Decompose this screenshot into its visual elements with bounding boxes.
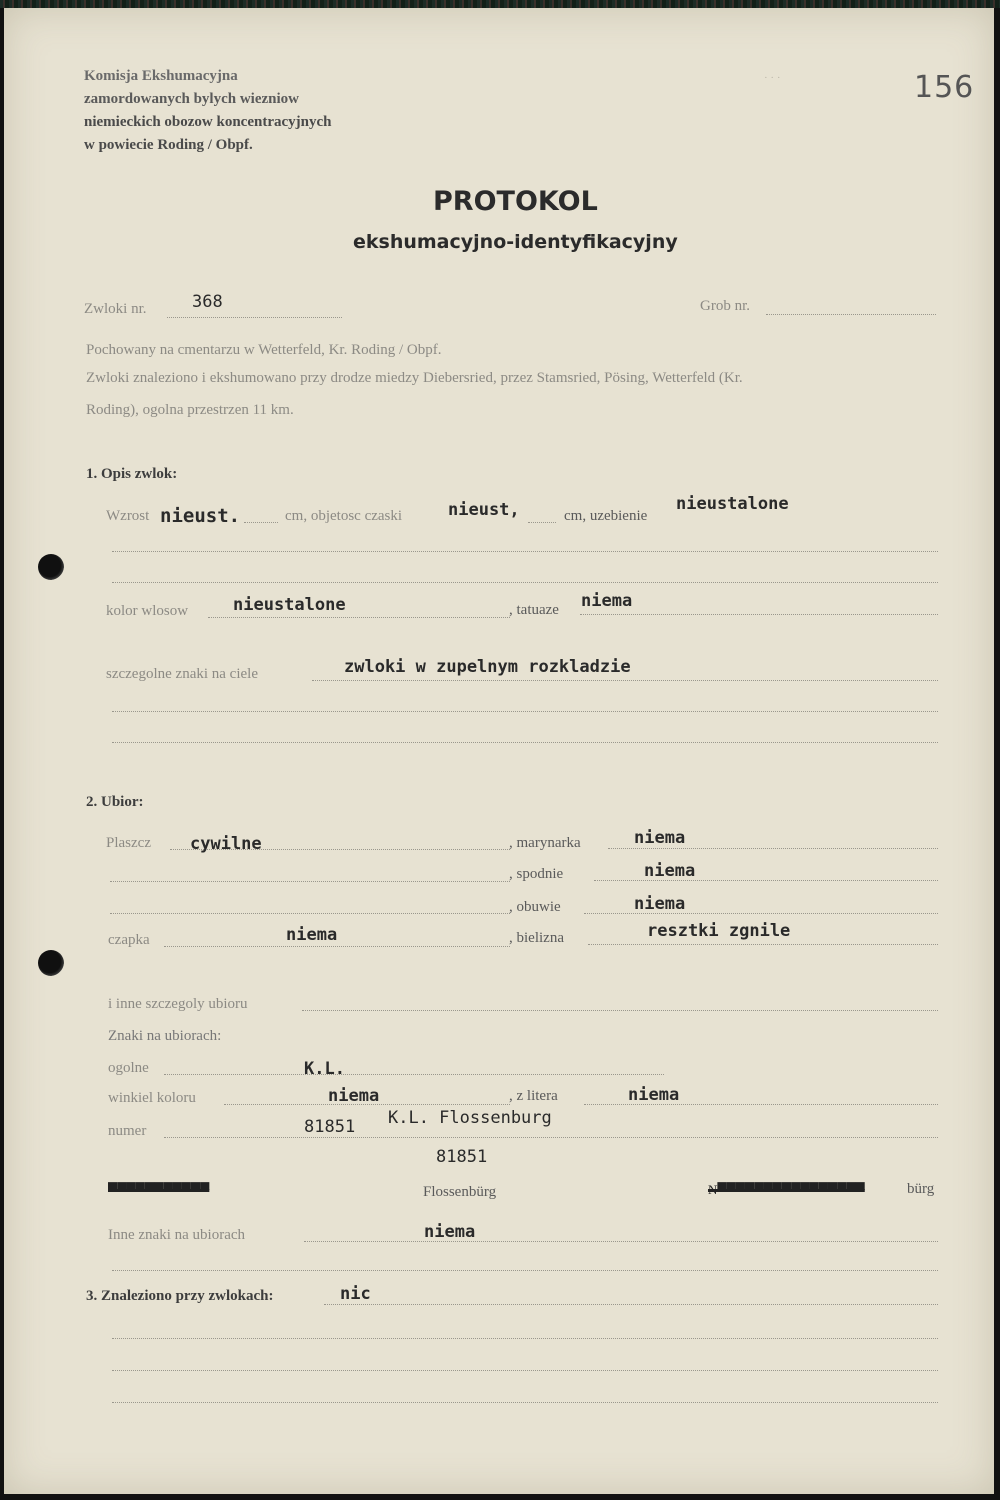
- struck-out-left: ▀▀▀▀▀▀▀▀▀▀▀: [108, 1182, 210, 1197]
- other-marks-line: [304, 1241, 938, 1242]
- grave-number-label: Grob nr.: [700, 298, 750, 314]
- hair-value: nieustalone: [233, 595, 346, 615]
- marks-label: szczegolne znaki na ciele: [106, 666, 258, 682]
- height-label: Wzrost: [106, 508, 150, 524]
- general-value: K.L.: [304, 1059, 345, 1079]
- blank-line: [112, 1370, 938, 1371]
- blank-line: [112, 551, 938, 552]
- camp-value: K.L. Flossenburg: [388, 1108, 552, 1128]
- letter-line: [584, 1104, 938, 1105]
- commission-line-3: niemieckich obozow koncentracyjnych: [84, 114, 332, 130]
- hair-label: kolor wlosow: [106, 603, 189, 619]
- underwear-value: resztki zgnile: [647, 921, 791, 941]
- struck-out-right: N▀▀▀▀▀▀▀▀▀▀▀▀▀▀▀▀: [708, 1182, 865, 1197]
- cap-label: czapka: [108, 932, 150, 948]
- grave-number-line: [766, 314, 936, 315]
- trousers-value: niema: [644, 861, 696, 881]
- number-line: [164, 1137, 938, 1138]
- shoes-line: [584, 913, 938, 914]
- body-number-line: [167, 317, 342, 318]
- number-value-2: 81851: [436, 1147, 488, 1167]
- teeth-value: nieustalone: [676, 494, 789, 514]
- section-1-heading: 1. Opis zwlok:: [86, 466, 178, 482]
- found-text-line-1: Zwloki znaleziono i ekshumowano przy drodze miedzy Diebersried, przez Stamsried, Pösing, Wetterfeld (Kr.: [86, 370, 743, 386]
- jacket-value: niema: [634, 828, 686, 848]
- number-label: numer: [108, 1123, 147, 1139]
- ghost-text: · · ·: [764, 72, 781, 84]
- coat-value: cywilne: [190, 834, 262, 854]
- blank-line: [110, 913, 510, 914]
- cap-line: [164, 946, 510, 947]
- general-label: ogolne: [108, 1060, 149, 1076]
- height-line: [244, 522, 278, 523]
- found-text-line-2: Roding), ogolna przestrzen 11 km.: [86, 402, 294, 418]
- tattoo-line: [580, 614, 938, 615]
- tattoo-value: niema: [581, 591, 633, 611]
- general-line: [164, 1074, 664, 1075]
- jacket-label: , marynarka: [509, 835, 581, 851]
- letter-value: niema: [628, 1085, 680, 1105]
- marks-value: zwloki w zupelnym rozkladzie: [344, 657, 631, 677]
- blank-line: [112, 582, 938, 583]
- punch-hole: [38, 554, 64, 580]
- skull-line: [528, 522, 556, 523]
- trousers-label: , spodnie: [509, 866, 564, 882]
- section-2-heading: 2. Ubior:: [86, 794, 144, 810]
- flossenburg-center: Flossenbürg: [423, 1184, 497, 1200]
- marks-line: [312, 680, 938, 681]
- blank-line: [112, 711, 938, 712]
- other-details-line: [302, 1010, 938, 1011]
- skull-label: cm, objetosc czaski: [285, 508, 403, 524]
- punch-hole: [38, 950, 64, 976]
- underwear-label: , bielizna: [509, 930, 564, 946]
- blank-line: [112, 1402, 938, 1403]
- buried-text: Pochowany na cmentarzu w Wetterfeld, Kr. Roding / Obpf.: [86, 342, 442, 358]
- blank-line: [112, 1270, 938, 1271]
- section-3-heading: 3. Znaleziono przy zwlokach:: [86, 1288, 274, 1304]
- cap-value: niema: [286, 925, 338, 945]
- underwear-line: [588, 944, 938, 945]
- body-number-value: 368: [192, 292, 223, 312]
- other-marks-label: Inne znaki na ubiorach: [108, 1227, 246, 1243]
- commission-line-2: zamordowanych bylych wiezniow: [84, 91, 299, 107]
- shoes-label: , obuwie: [509, 899, 561, 915]
- skull-value: nieust,: [448, 500, 520, 520]
- commission-line-4: w powiecie Roding / Obpf.: [84, 137, 253, 153]
- height-value: nieust.: [160, 505, 241, 527]
- trousers-line: [594, 880, 938, 881]
- page-number: 156: [914, 70, 975, 105]
- shoes-value: niema: [634, 894, 686, 914]
- document-title: PROTOKOL: [433, 186, 598, 217]
- jacket-line: [608, 848, 938, 849]
- other-marks-value: niema: [424, 1222, 476, 1242]
- clothing-marks-label: Znaki na ubiorach:: [108, 1028, 222, 1044]
- blank-line: [110, 881, 510, 882]
- flossenburg-right-suffix: bürg: [907, 1181, 935, 1197]
- protocol-sheet: [4, 8, 994, 1494]
- tattoo-label: , tatuaze: [509, 602, 559, 618]
- coat-label: Plaszcz: [106, 835, 151, 851]
- hair-line: [208, 617, 510, 618]
- teeth-label: cm, uzebienie: [564, 508, 648, 524]
- found-items-line: [324, 1304, 938, 1305]
- found-items-value: nic: [340, 1284, 371, 1304]
- body-number-label: Zwloki nr.: [84, 301, 147, 317]
- commission-line-1: Komisja Ekshumacyjna: [84, 68, 238, 84]
- document-subtitle: ekshumacyjno-identyfikacyjny: [353, 231, 678, 253]
- blank-line: [112, 742, 938, 743]
- other-details-label: i inne szczegoly ubioru: [108, 996, 248, 1012]
- blank-line: [112, 1338, 938, 1339]
- triangle-label: winkiel koloru: [108, 1090, 196, 1106]
- letter-label: , z litera: [509, 1088, 558, 1104]
- scan-edge: [0, 0, 1000, 8]
- triangle-value: niema: [328, 1086, 380, 1106]
- number-value: 81851: [304, 1117, 356, 1137]
